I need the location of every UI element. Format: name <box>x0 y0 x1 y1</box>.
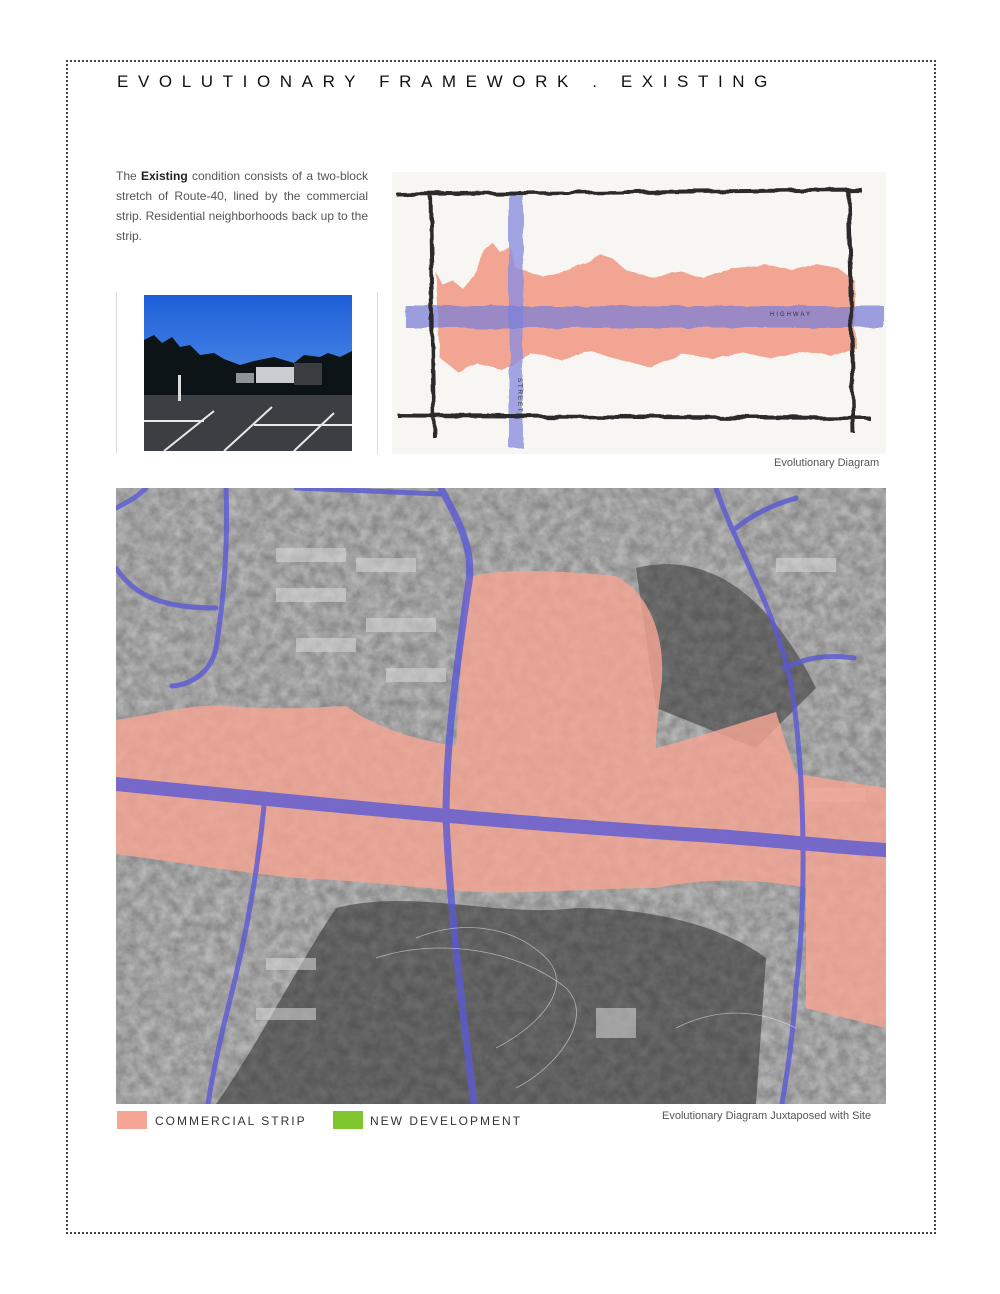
intro-lead: The <box>116 169 137 183</box>
site-photo <box>144 295 352 451</box>
sketch-highway <box>406 306 884 328</box>
map-caption: Evolutionary Diagram Juxtaposed with Site <box>662 1110 872 1122</box>
intro-rest: condition consists of a two-block stretch of Route-40, lined by the commercial strip. Residential neighborhoods back up to the strip. <box>116 169 368 243</box>
legend-swatch-new-development <box>333 1111 363 1129</box>
intro-text <box>116 166 368 246</box>
page-title: EVOLUTIONARY FRAMEWORK . EXISTING <box>117 72 778 91</box>
intro-keyword: Existing <box>141 169 188 183</box>
site-photo-panel <box>116 292 378 454</box>
sketch-label-street: STREET <box>516 378 522 414</box>
sketch-label-highway: HIGHWAY <box>770 312 812 318</box>
evolutionary-diagram <box>392 172 886 454</box>
site-map <box>116 488 886 1104</box>
legend-swatch-commercial <box>117 1111 147 1129</box>
sketch-caption: Evolutionary Diagram <box>774 457 880 469</box>
legend-label-commercial: COMMERCIAL STRIP <box>155 1114 307 1128</box>
legend-label-new-development: NEW DEVELOPMENT <box>370 1114 523 1128</box>
